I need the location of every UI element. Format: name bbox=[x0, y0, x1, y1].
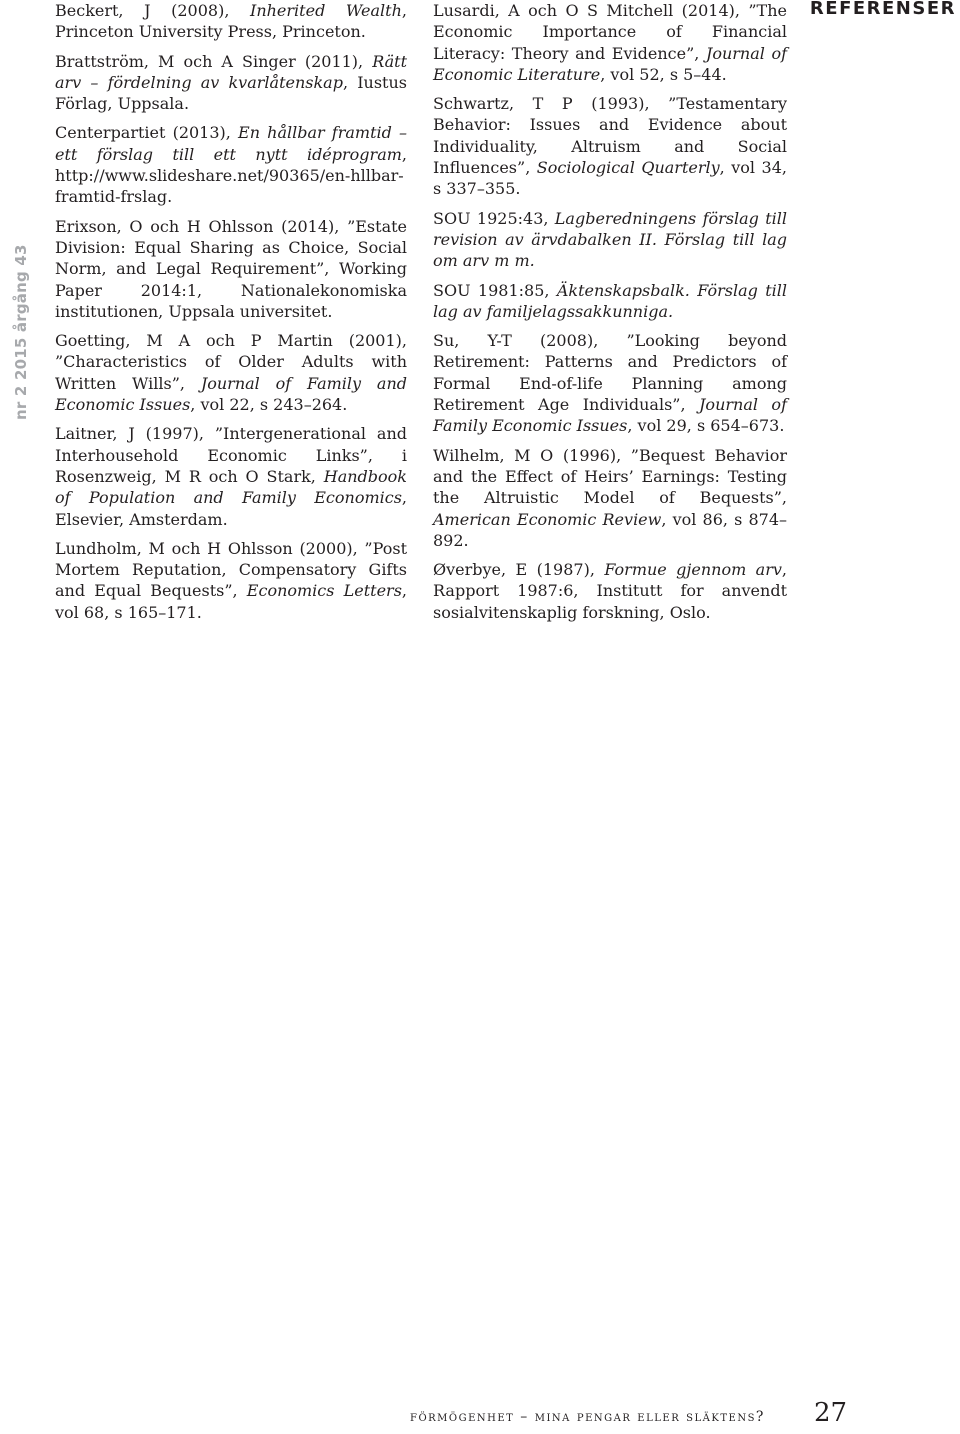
reference-text: , vol 22, s 243–264. bbox=[190, 395, 348, 415]
reference-title: Formue gjennom arv bbox=[604, 560, 782, 580]
reference-entry bbox=[433, 93, 787, 199]
reference-text: Beckert, J (2008), bbox=[55, 1, 250, 20]
reference-text: , Rapport 1987:6, Institutt for anvendt sosialvitenskaplig forskning, Oslo. bbox=[433, 560, 787, 622]
reference-title: American Economic Review bbox=[433, 509, 662, 529]
reference-text: Schwartz, T P (1993), ”Testamentary Behavior: Issues and Evidence about Individuality, Altruism and Social Influences”, bbox=[433, 94, 787, 178]
reference-text: SOU 1925:43, bbox=[433, 208, 555, 228]
reference-text: Wilhelm, M O (1996), ”Bequest Behavior and the Effect of Heirs’ Earnings: Testing the Altruistic Model of Bequests”, bbox=[433, 445, 787, 508]
reference-text: , vol 68, s 165–171. bbox=[55, 581, 407, 622]
reference-title: Handbook of Population and Family Economics bbox=[55, 466, 407, 508]
reference-title: Journal of Economic Literature bbox=[433, 43, 787, 84]
reference-text: , Elsevier, Amsterdam. bbox=[55, 488, 407, 529]
reference-text: Centerpartiet (2013), bbox=[55, 123, 239, 143]
reference-column-right bbox=[433, 0, 787, 631]
reference-text: Lundholm, M och H Ohlsson (2000), ”Post Mortem Reputation, Compensatory Gifts and Equal Bequests”, bbox=[55, 538, 407, 601]
reference-entry bbox=[55, 216, 407, 322]
reference-entry bbox=[55, 0, 407, 43]
reference-text: , vol 52, s 5–44. bbox=[600, 64, 727, 84]
reference-text: Su, Y-T (2008), ”Looking beyond Retirement: Patterns and Predictors of Formal End-of-life Planning among Retirement Age Individuals”, bbox=[433, 331, 787, 415]
reference-entry bbox=[55, 51, 407, 115]
reference-entry bbox=[55, 122, 407, 207]
reference-text: Laitner, J (1997), ”Intergenerational and Interhousehold Economic Links”, i Rosenzweig, M R och O Stark, bbox=[55, 424, 407, 486]
reference-text: Erixson, O och H Ohlsson (2014), ”Estate Division: Equal Sharing as Choice, Social Norm, and Legal Requirement”, Working Paper 2014:1, Nationalekonomiska institutionen, Uppsala universitet. bbox=[55, 216, 407, 321]
reference-title: Lagberedningens förslag till revision av ärvdabalken II. Förslag till lag om arv m m. bbox=[433, 208, 787, 271]
reference-title: Economics Letters bbox=[246, 581, 402, 601]
reference-title: Journal of Family Economic Issues bbox=[433, 395, 787, 436]
reference-text: Øverbye, E (1987), bbox=[433, 560, 605, 580]
reference-text: , Iustus Förlag, Uppsala. bbox=[55, 72, 408, 114]
reference-title: Äktenskapsbalk. Förslag till lag av familjelagssakkunniga. bbox=[433, 280, 787, 321]
reference-text: , vol 86, s 874–892. bbox=[433, 509, 788, 550]
reference-text: Lusardi, A och O S Mitchell (2014), ”The Economic Importance of Financial Literacy: Theory and Evidence”, bbox=[433, 1, 787, 63]
section-title: REFERENSER bbox=[809, 0, 956, 19]
running-footer-title: förmögenhet – mina pengar eller släktens? bbox=[410, 1409, 765, 1425]
reference-entry bbox=[55, 330, 407, 415]
reference-text: , vol 34, s 337–355. bbox=[433, 158, 787, 199]
reference-text: , http://www.slideshare.net/90365/en-hllbar-framtid-frslag. bbox=[55, 144, 407, 207]
reference-entry bbox=[433, 330, 787, 436]
reference-text: , vol 29, s 654–673. bbox=[627, 416, 785, 436]
reference-entry bbox=[433, 280, 787, 323]
reference-text: SOU 1981:85, bbox=[433, 280, 557, 300]
journal-issue-label: nr 2 2015 årgång 43 bbox=[12, 244, 30, 420]
reference-entry bbox=[55, 538, 407, 623]
reference-entry bbox=[433, 445, 787, 551]
reference-title: Sociological Quarterly bbox=[536, 158, 720, 178]
reference-entry bbox=[433, 208, 787, 272]
reference-title: Inherited Wealth bbox=[250, 1, 402, 20]
reference-entry bbox=[55, 423, 407, 529]
reference-title: En hållbar framtid – ett förslag till ett nytt idéprogram bbox=[55, 123, 407, 164]
reference-text: Brattström, M och A Singer (2011), bbox=[55, 51, 373, 71]
reference-text: Goetting, M A och P Martin (2001), ”Characteristics of Older Adults with Written Wills”, bbox=[55, 331, 407, 393]
page-number: 27 bbox=[814, 1398, 848, 1428]
reference-entry bbox=[433, 559, 787, 623]
reference-entry bbox=[433, 0, 787, 85]
reference-column-left bbox=[55, 0, 407, 631]
reference-title: Rätt arv – fördelning av kvarlåtenskap bbox=[55, 51, 407, 92]
reference-title: Journal of Family and Economic Issues bbox=[55, 373, 407, 415]
reference-text: , Princeton University Press, Princeton. bbox=[55, 1, 407, 42]
